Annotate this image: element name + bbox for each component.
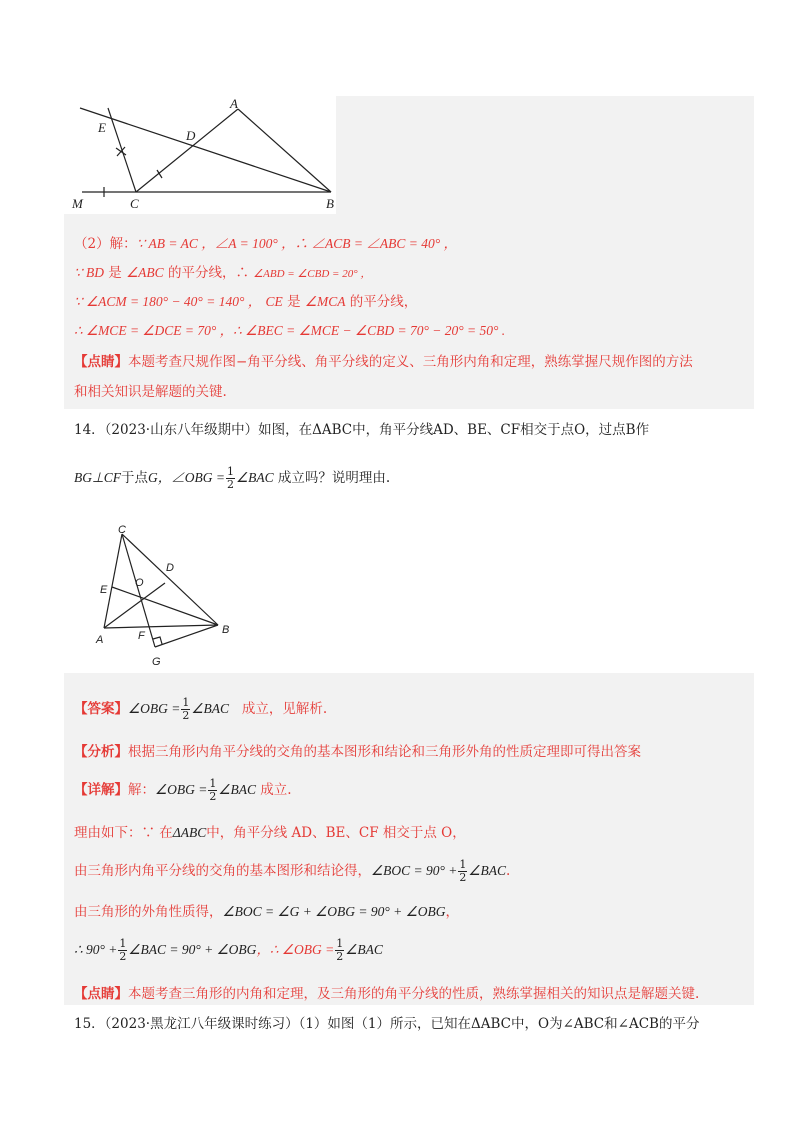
- fig2-label-F: F: [138, 630, 145, 642]
- fig2-label-B: B: [222, 624, 230, 636]
- reason-line-3: 由三角形的外角性质得，∠BOC = ∠G + ∠OBG = 90° + ∠OBG，: [74, 904, 459, 920]
- question-14-line-2: BG⊥CF于点G，∠OBG = $\frac{1}{2}$ ∠BAC 成立吗？说明理由.: [74, 465, 391, 491]
- segment-BE: [112, 587, 218, 625]
- solution-comment-line-1: 【点睛】本题考查尺规作图−角平分线、角平分线的定义、三角形内角和定理，熟练掌握尺规作图的方法: [74, 354, 693, 370]
- solution-line-2: ∵ BD 是 ∠ABC 的平分线，∴ ∠ABD = ∠CBD = 20° ，: [74, 265, 372, 281]
- fig2-label-G: G: [152, 656, 161, 668]
- segment-CA: [104, 534, 122, 628]
- answer-line: 【答案】∠OBG = $\frac{1}{2}$ ∠BAC 成立，见解析.: [74, 696, 328, 722]
- figure-triangle-bisectors: [90, 525, 240, 670]
- fig1-label-C: C: [130, 196, 139, 211]
- reason-line-1: 理由如下：∵ 在ΔABC中，角平分线 AD、BE、CF 相交于点 O，: [74, 825, 466, 841]
- analysis-line: 【分析】根据三角形内角平分线的交角的基本图形和结论和三角形外角的性质定理即可得出答案: [74, 744, 641, 760]
- fig1-label-B: B: [326, 196, 334, 211]
- fig2-label-E: E: [100, 584, 108, 596]
- solution-line-3: ∵ ∠ACM = 180° − 40° = 140° ， CE 是 ∠MCA 的平分线，: [74, 294, 418, 310]
- figure-angle-bisector-construction: [64, 96, 336, 214]
- fig2-label-C: C: [118, 525, 126, 536]
- reason-line-4: ∴ 90° + $\frac{1}{2}$ ∠BAC = 90° + ∠OBG，∴ ∠OBG = $\frac{1}{2}$ ∠BAC: [74, 937, 383, 963]
- fig2-label-D: D: [166, 562, 174, 574]
- solution-line-1: （2）解：∵ AB = AC ，∠A = 100° ，∴ ∠ACB = ∠ABC = 40° ，: [74, 236, 458, 252]
- fig1-label-E: E: [98, 120, 106, 135]
- solution-comment-line-2: 和相关知识是解题的关键.: [74, 384, 227, 400]
- segment-BG: [155, 625, 218, 647]
- question-15-line-1: 15．（2023·黑龙江八年级课时练习）（1）如图（1）所示，已知在ΔABC中，O为∠ABC和∠ACB的平分: [74, 1016, 700, 1032]
- fig2-label-A: A: [96, 634, 104, 646]
- fig1-label-M: M: [72, 196, 83, 211]
- segment-AD: [104, 583, 165, 628]
- fig1-label-D: D: [186, 128, 196, 143]
- segment-AB: [104, 625, 218, 628]
- answer-comment-line: 【点睛】本题考查三角形的内角和定理，及三角形的角平分线的性质，熟练掌握相关的知识点是解题关键.: [74, 986, 700, 1002]
- question-14-line-1: 14．（2023·山东八年级期中）如图，在ΔABC中，角平分线AD、BE、CF相交于点O，过点B作: [74, 422, 650, 438]
- fig2-label-O: O: [135, 577, 144, 589]
- detail-line: 【详解】解：∠OBG = $\frac{1}{2}$ ∠BAC 成立.: [74, 777, 292, 803]
- solution-line-4: ∴ ∠MCE = ∠DCE = 70° ，∴ ∠BEC = ∠MCE − ∠CBD = 70° − 20° = 50° .: [74, 323, 506, 338]
- fig1-label-A: A: [230, 96, 238, 111]
- reason-line-2: 由三角形内角平分线的交角的基本图形和结论得，∠BOC = 90° + $\frac{1}{2}$ ∠BAC.: [74, 858, 511, 884]
